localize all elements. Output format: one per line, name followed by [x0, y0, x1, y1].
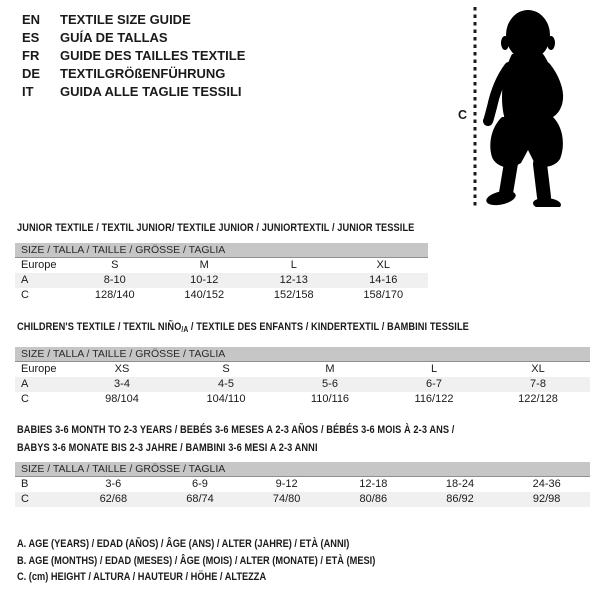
children-title-text: CHILDREN'S TEXTILE / TEXTIL NIÑO: [17, 321, 182, 333]
table-cell: C: [21, 493, 29, 505]
table-row: [15, 288, 428, 303]
dashed-measure-line: [473, 7, 477, 208]
table-cell: A: [21, 378, 29, 390]
table-cell: XS: [114, 363, 130, 375]
language-title: TEXTILE SIZE GUIDE: [60, 12, 191, 27]
table-cell: B: [21, 478, 29, 490]
table-cell: 6-9: [192, 478, 208, 490]
table-cell: S: [222, 363, 230, 375]
size-header-bar: SIZE / TALLA / TAILLE / GRÖSSE / TAGLIA: [15, 347, 590, 362]
children-table-title: [17, 321, 469, 334]
language-code: ES: [22, 30, 40, 45]
table-cell: XL: [531, 363, 545, 375]
table-row: [15, 477, 590, 492]
language-title: GUIDA ALLE TAGLIE TESSILI: [60, 84, 242, 99]
junior-textile-table: [15, 243, 428, 303]
language-row: [22, 29, 245, 47]
table-cell: 3-4: [114, 378, 130, 390]
children-title-subscript: /A: [181, 325, 189, 334]
junior-table-title: JUNIOR TEXTILE / TEXTIL JUNIOR/ TEXTILE JUNIOR / JUNIORTEXTIL / JUNIOR TESSILE: [17, 222, 415, 234]
table-cell: 7-8: [530, 378, 546, 390]
table-cell: 14-16: [369, 274, 398, 286]
childrens-textile-table: [15, 347, 590, 407]
table-row: [15, 377, 590, 392]
babies-textile-table: [15, 462, 590, 507]
language-code: DE: [22, 66, 41, 81]
language-title: TEXTILGRÖßENFÜHRUNG: [60, 66, 226, 81]
footnotes: [17, 536, 375, 586]
table-cell: 80/86: [359, 493, 388, 505]
babies-title-line2: BABYS 3-6 MONATE BIS 2-3 JAHRE / BAMBINI 3-6 MESI A 2-3 ANNI: [17, 442, 318, 454]
table-cell: L: [290, 259, 297, 271]
table-row: [15, 362, 590, 377]
language-title: GUÍA DE TALLAS: [60, 30, 168, 45]
table-row: [15, 492, 590, 507]
table-cell: 4-5: [218, 378, 234, 390]
language-code: EN: [22, 12, 41, 27]
language-code: FR: [22, 48, 40, 63]
table-cell: 10-12: [190, 274, 219, 286]
table-cell: 92/98: [532, 493, 561, 505]
babies-table-title: [17, 421, 454, 457]
language-row: [22, 65, 245, 83]
footnote-a: A. AGE (YEARS) / EDAD (AÑOS) / ÂGE (ANS) / ALTER (JAHRE) / ETÀ (ANNI): [17, 538, 350, 550]
table-cell: 24-36: [532, 478, 561, 490]
language-list: [22, 11, 245, 101]
language-row: [22, 11, 245, 29]
table-cell: Europe: [21, 259, 57, 271]
table-cell: 140/152: [184, 289, 225, 301]
language-title: GUIDE DES TAILLES TEXTILE: [60, 48, 246, 63]
table-cell: 8-10: [103, 274, 126, 286]
height-measure-label: C: [458, 108, 468, 122]
table-row: [15, 258, 428, 273]
children-title-text: / TEXTILE DES ENFANTS / KINDERTEXTIL / BAMBINI TESSILE: [188, 321, 469, 333]
table-cell: 110/116: [310, 393, 350, 405]
table-cell: A: [21, 274, 29, 286]
baby-silhouette-icon: [481, 7, 569, 207]
footnote-b: B. AGE (MONTHS) / EDAD (MESES) / ÂGE (MOIS) / ALTER (MONATE) / ETÀ (MESI): [17, 554, 376, 567]
size-header-bar: SIZE / TALLA / TAILLE / GRÖSSE / TAGLIA: [15, 243, 428, 258]
table-cell: XL: [376, 259, 390, 271]
table-cell: 104/110: [206, 393, 246, 405]
footnote-c: C. (cm) HEIGHT / ALTURA / HAUTEUR / HÖHE / ALTEZZA: [17, 571, 267, 583]
babies-title-line1: BABIES 3-6 MONTH TO 2-3 YEARS / BEBÉS 3-6 MESES A 2-3 AÑOS / BÉBÉS 3-6 MOIS À 2-3 ANS /: [17, 424, 455, 436]
table-cell: 9-12: [275, 478, 298, 490]
table-cell: 86/92: [446, 493, 474, 505]
table-cell: 18-24: [445, 478, 475, 490]
table-cell: C: [21, 289, 29, 301]
table-cell: 122/128: [518, 393, 558, 405]
table-cell: 68/74: [186, 493, 214, 505]
table-cell: L: [430, 363, 438, 375]
table-cell: 5-6: [322, 378, 338, 390]
table-cell: 128/140: [94, 289, 135, 301]
table-cell: Europe: [21, 363, 57, 375]
table-cell: 12-18: [359, 478, 388, 490]
table-cell: C: [21, 393, 29, 405]
language-row: [22, 47, 245, 65]
table-cell: 12-13: [279, 274, 308, 286]
table-row: [15, 392, 590, 407]
table-cell: 3-6: [105, 478, 122, 490]
table-cell: 98/104: [105, 393, 139, 405]
table-cell: S: [111, 259, 119, 271]
size-header-bar: SIZE / TALLA / TAILLE / GRÖSSE / TAGLIA: [15, 462, 590, 477]
table-cell: 6-7: [426, 378, 442, 390]
table-cell: 74/80: [272, 493, 301, 505]
table-cell: 62/68: [99, 493, 128, 505]
language-code: IT: [22, 84, 34, 99]
table-cell: M: [199, 259, 209, 271]
table-cell: M: [325, 363, 335, 375]
table-row: [15, 273, 428, 288]
language-row: [22, 83, 245, 101]
table-cell: 116/122: [414, 393, 454, 405]
table-cell: 152/158: [273, 289, 314, 301]
table-cell: 158/170: [363, 289, 404, 301]
